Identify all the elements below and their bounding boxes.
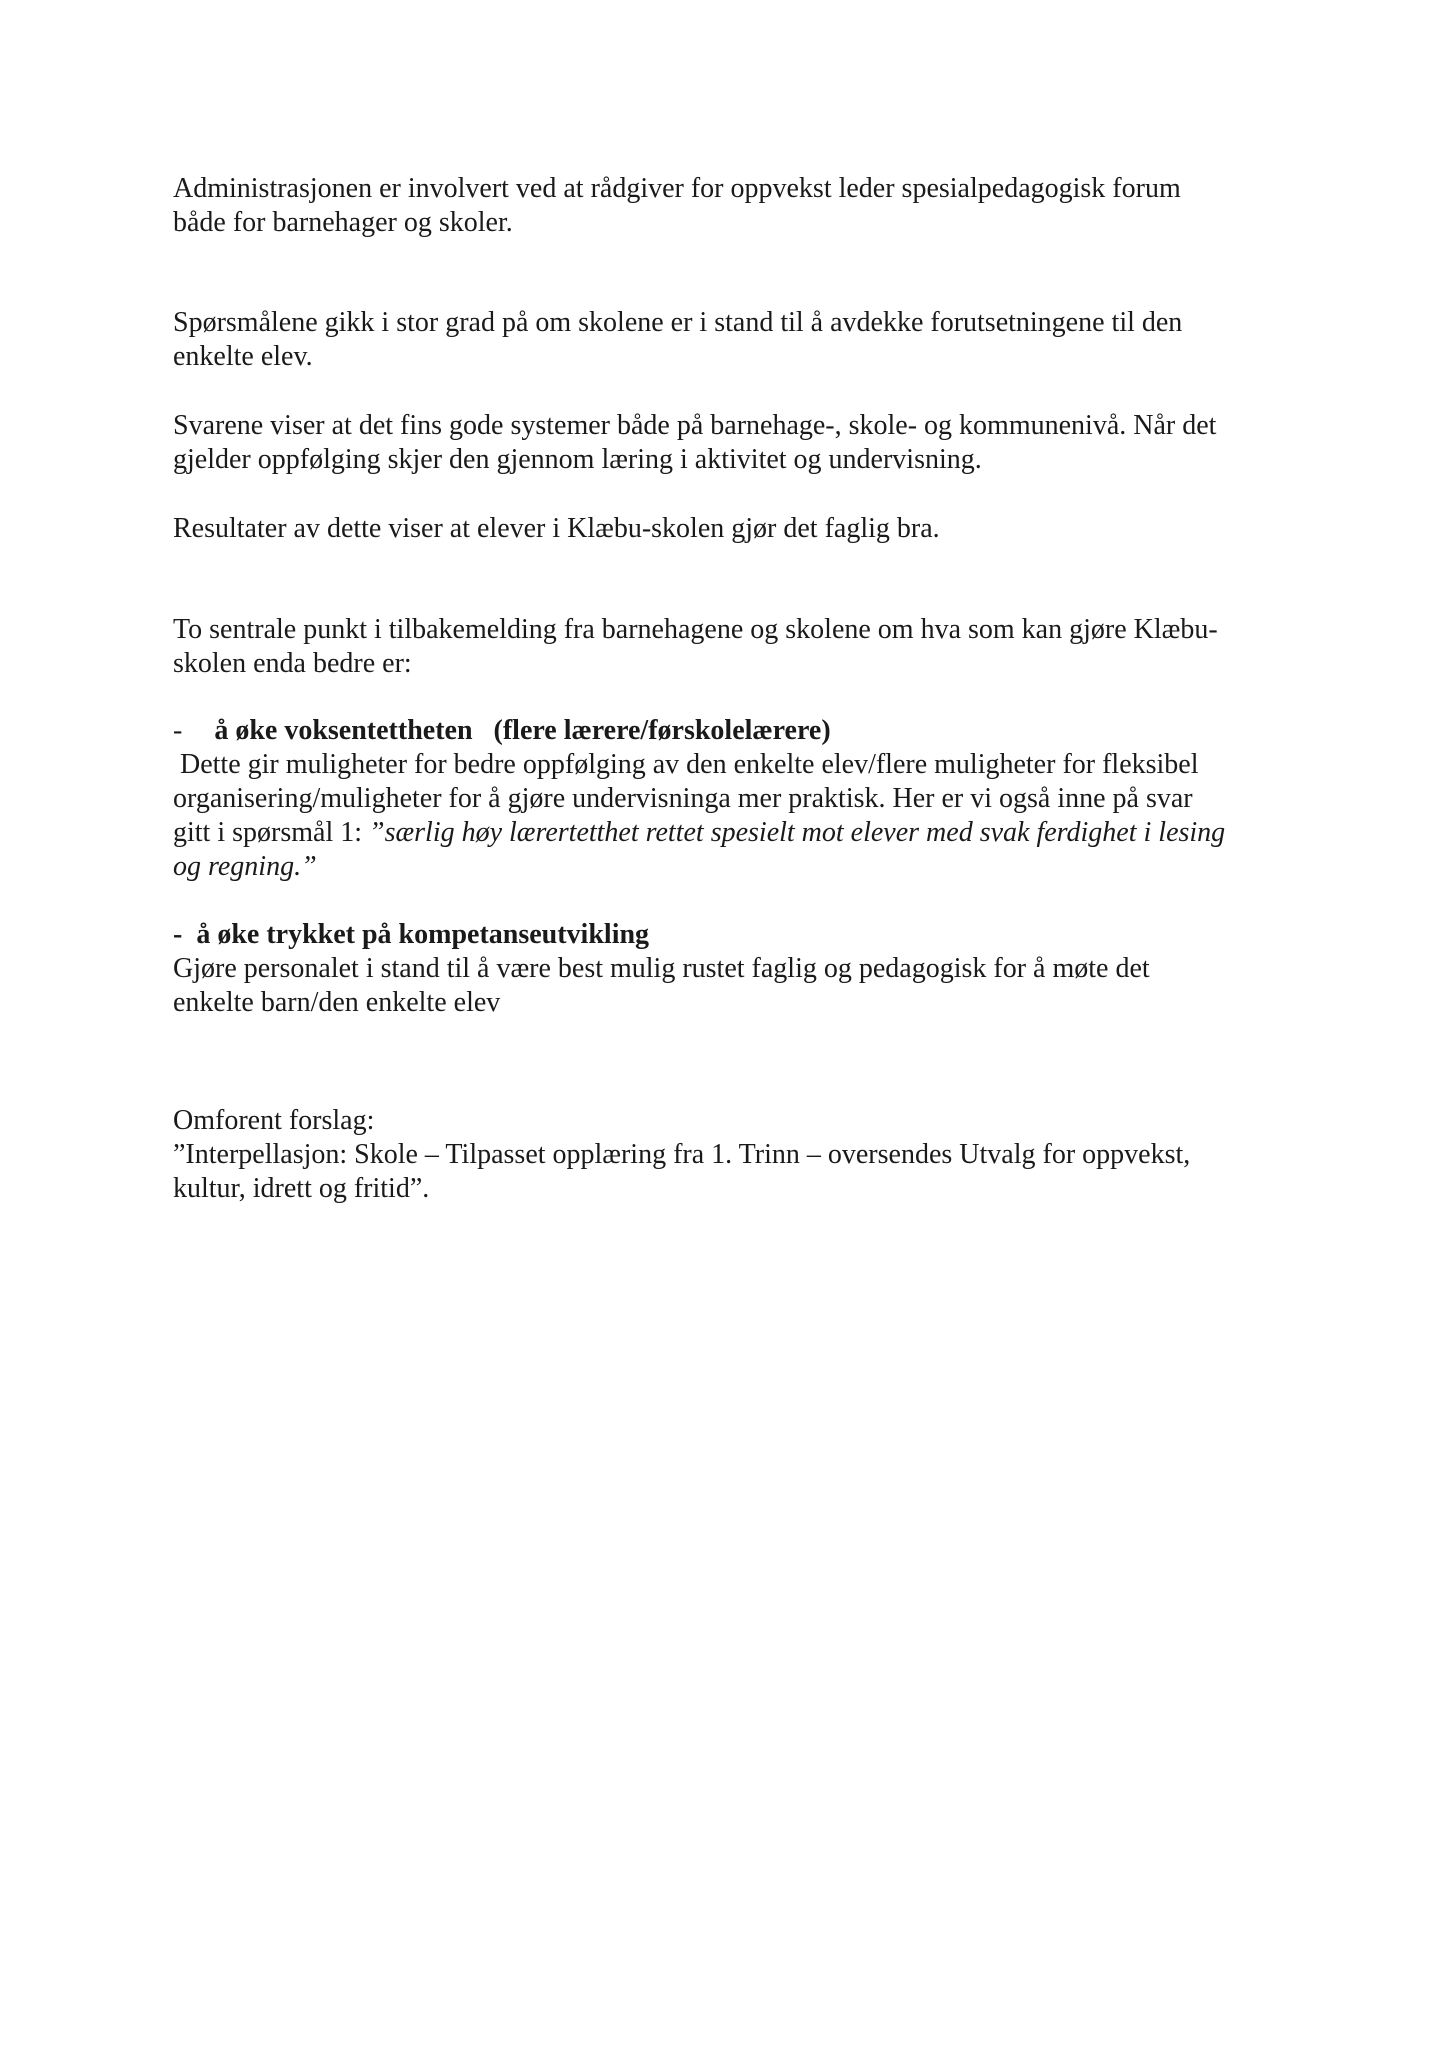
text-line: ”Interpellasjon: Skole – Tilpasset opplæring fra 1. Trinn – oversendes Utvalg for oppvekst, — [173, 1139, 1191, 1170]
text-line: Spørsmålene gikk i stor grad på om skolene er i stand til å avdekke forutsetningene til den — [173, 307, 1183, 338]
text-line: Dette gir muligheter for bedre oppfølging av den enkelte elev/flere muligheter for fleksibel — [173, 749, 1199, 780]
text-line: skolen enda bedre er: — [173, 648, 412, 679]
paragraph-administration — [173, 172, 1303, 240]
quote-text: ”særlig høy lærertetthet rettet spesielt mot elever med svak ferdighet i lesing — [369, 817, 1226, 848]
text-line: enkelte barn/den enkelte elev — [173, 987, 501, 1018]
paragraph-key-points-intro — [173, 613, 1303, 681]
text-line: organisering/muligheter for å gjøre undervisninga mer praktisk. Her er vi også inne på svar — [173, 783, 1193, 814]
key-point-staffing — [173, 714, 1303, 884]
text-line: kultur, idrett og fritid”. — [173, 1173, 430, 1204]
quote-text: og regning.” — [173, 851, 317, 882]
proposal-section — [173, 1104, 1303, 1206]
text-line: gjelder oppfølging skjer den gjennom læring i aktivitet og undervisning. — [173, 444, 982, 475]
bullet-dash: - — [173, 715, 183, 746]
paragraph-results — [173, 512, 1303, 546]
proposal-label: Omforent forslag: — [173, 1105, 375, 1136]
text-line: Gjøre personalet i stand til å være best mulig rustet faglig og pedagogisk for å møte det — [173, 953, 1150, 984]
key-point-title: - å øke trykket på kompetanseutvikling — [173, 919, 650, 950]
key-point-competence — [173, 918, 1303, 1020]
text-line: enkelte elev. — [173, 341, 313, 372]
key-point-title: å øke voksentettheten (flere lærere/førskolelærere) — [214, 715, 831, 746]
text-line: To sentrale punkt i tilbakemelding fra barnehagene og skolene om hva som kan gjøre Klæbu- — [173, 614, 1218, 645]
text-line: både for barnehager og skoler. — [173, 207, 513, 238]
text-line: Administrasjonen er involvert ved at rådgiver for oppvekst leder spesialpedagogisk forum — [173, 173, 1181, 204]
text-line: Resultater av dette viser at elever i Klæbu-skolen gjør det faglig bra. — [173, 513, 940, 544]
key-point-heading — [173, 714, 1303, 748]
paragraph-questions — [173, 306, 1303, 374]
text-line: Svarene viser at det fins gode systemer både på barnehage-, skole- og kommunenivå. Når det — [173, 410, 1217, 441]
text-segment: gitt i spørsmål 1: — [173, 817, 369, 848]
paragraph-answers — [173, 409, 1303, 477]
text-line — [173, 816, 1303, 850]
